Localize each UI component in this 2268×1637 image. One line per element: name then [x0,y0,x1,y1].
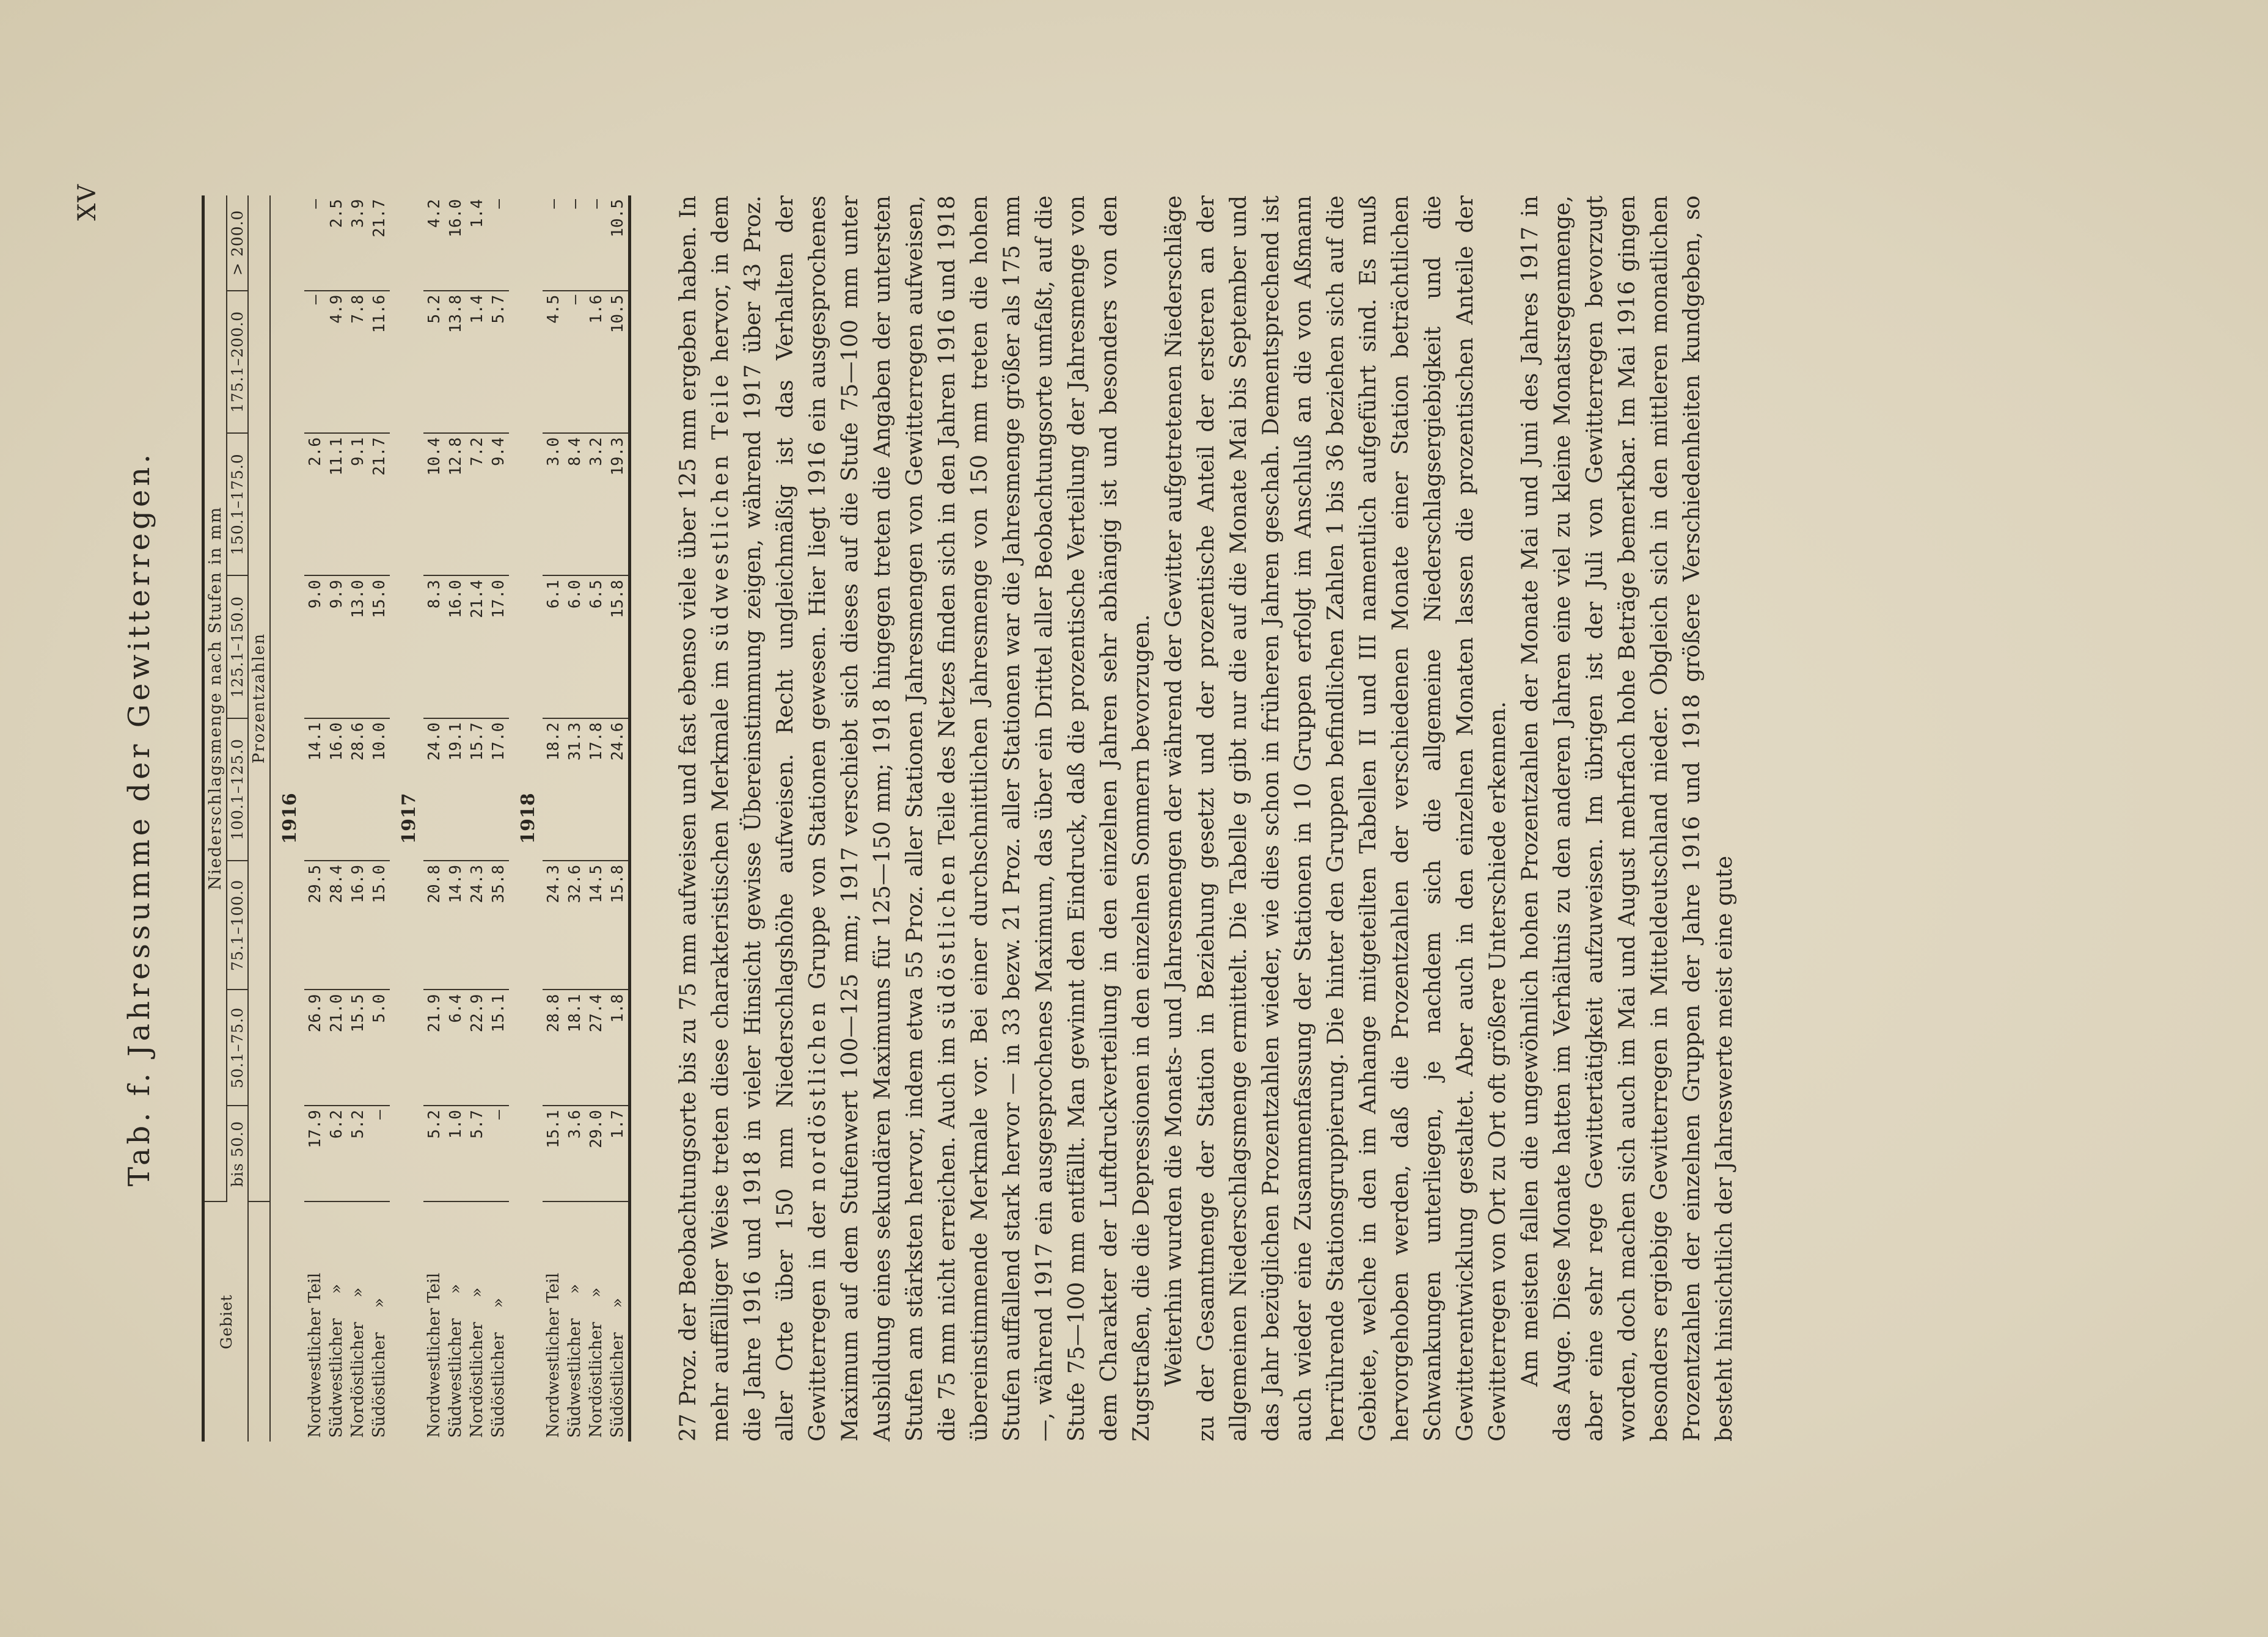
value-cell: 11.6 [368,291,390,433]
value-cell: 21.4 [466,575,488,718]
paragraph: Weiterhin wurden die Monats- und Jahresmengen der während der Gewitter aufgetretenen Niederschläge zu der Gesamtmenge der Station in Beziehung gesetzt und der prozentische Anteil der ersteren an der allgemeinen Niederschlagsmenge ermittelt. Die Tabelle g gibt nur die auf die Monate Mai bis September und das Jahr bezüglichen Prozentzahlen wieder, wie dies schon in früheren Jahren geschah. Dementsprechend ist auch wieder eine Zusammenfassung der Stationen in 10 Gruppen erfolgt im Anschluß an die von Aßmann herrührende Stationsgruppierung. Die hinter den Gruppen befindlichen Zahlen 1 bis 36 beziehen sich auf die Gebiete, welche in den im Anhange mitgeteilten Tabellen II und III namentlich aufgeführt sind. Es muß hervorgehoben werden, daß die Prozentzahlen der verschiedenen Monate einer Station beträchtlichen Schwankungen unterliegen, je nachdem sich die allgemeine Niederschlagsergiebigkeit und die Gewitterentwicklung gestaltet. Aber auch in den einzelnen Monaten lassen die prozentischen Anteile der Gewitterregen von Ort zu Ort oft größere Unterschiede erkennen. [1161,195,1510,1442]
text-run: Gruppe von Stationen gewesen. Hier liegt 1916 ein ausgesprochenes Maximum auf dem Stufenwert 100—125 mm; 1917 verschiebt sich dieses auf die Stufe 75—100 mm unter Ausbildung eines sekundären Maximums für 125—150 mm; 1918 hingegen treten die Angaben der untersten Stufen am stärksten hervor, indem etwa 55 Proz. aller Stationen Jahresmengen von Gewitterregen aufweisen, die 75 mm nicht erreichen. Auch im [805,195,960,1442]
region-name: Nordöstlicher [587,1322,605,1438]
region-column-header: Gebiet [203,1201,249,1442]
value-cell: 16.0 [445,195,466,291]
region-cell [368,1201,390,1442]
value-cell: 8.4 [564,433,585,575]
table-row [368,195,390,1442]
column-header: bis 50.0 [227,1106,248,1201]
value-cell: 18.2 [543,718,564,861]
ditto-mark: » [446,1283,465,1294]
value-cell: 28.4 [326,861,347,990]
value-cell: 4.2 [423,195,445,291]
column-header: 50.1–75.0 [227,990,248,1106]
body-text [672,195,1741,1442]
value-cell: 16.0 [445,575,466,718]
ditto-mark: » [370,1297,389,1308]
value-cell: 5.7 [488,291,509,433]
region-name: Südwestlicher [565,1318,584,1438]
value-cell: 6.1 [543,575,564,718]
value-cell: 12.8 [445,433,466,575]
ditto-mark: » [608,1297,627,1308]
value-cell: 11.1 [326,433,347,575]
ditto-mark: » [327,1283,346,1294]
value-cell: 10.0 [368,718,390,861]
column-header: 175.1–200.0 [227,291,248,433]
value-cell: 10.4 [423,433,445,575]
region-cell [347,1201,368,1442]
region-cell [423,1201,445,1442]
region-cell [607,1201,630,1442]
value-cell: 15.0 [368,861,390,990]
region-name: Nordwestlicher Teil [544,1272,563,1438]
column-header: 125.1–150.0 [227,575,248,718]
table-row [488,195,509,1442]
paragraph: Am meisten fallen die ungewöhnlich hohen Prozentzahlen der Monate Mai und Juni des Jahres 1917 in das Auge. Diese Monate hatten im Verhältnis zu den anderen Jahren eine viel zu kleine Monatsregenmenge, aber eine sehr rege Gewittertätigkeit aufzuweisen. Im übrigen ist der Juli von Gewitterregen bevorzugt worden, doch machen sich auch im Mai und August mehrfach hohe Beträge bemerkbar. Im Mai 1916 gingen besonders ergiebige Gewitterregen in Mitteldeutschland nieder. Obgleich sich in den mittleren monatlichen Prozentzahlen der einzelnen Gruppen der Jahre 1916 und 1918 größere Verschiedenheiten kundgeben, so besteht hinsichtlich der Jahreswerte meist eine gute [1518,195,1737,1442]
value-cell: 9.0 [304,575,326,718]
value-cell: 14.1 [304,718,326,861]
table-body [270,195,630,1442]
value-cell: 21.9 [423,990,445,1106]
emphasis-text: südwestlichen Teile [708,371,733,652]
column-header: 150.1–175.0 [227,433,248,575]
table-row [466,195,488,1442]
value-cell: 14.9 [445,861,466,990]
value-cell: 17.0 [488,718,509,861]
value-cell: 4.9 [326,291,347,433]
value-cell: 17.8 [585,718,607,861]
value-cell: 7.8 [347,291,368,433]
value-cell: 21.0 [326,990,347,1106]
value-cell: 21.7 [368,195,390,291]
value-cell: 22.9 [466,990,488,1106]
value-cell: 5.0 [368,990,390,1106]
value-cell: 29.5 [304,861,326,990]
region-name: Südöstlicher [489,1332,508,1438]
table-row [423,195,445,1442]
value-cell: 5.2 [347,1106,368,1201]
value-cell: 15.7 [466,718,488,861]
paragraph [672,195,1158,1442]
value-cell: 29.0 [585,1106,607,1201]
value-cell: 32.6 [564,861,585,990]
region-cell [543,1201,564,1442]
value-cell: 6.2 [326,1106,347,1201]
value-cell: 4.5 [543,291,564,433]
value-cell: 24.6 [607,718,630,861]
year-label: 1916 [270,195,304,1442]
value-cell: 15.8 [607,861,630,990]
value-cell: 20.8 [423,861,445,990]
value-cell: — [543,195,564,291]
table-row [445,195,466,1442]
value-cell: 15.8 [607,575,630,718]
value-cell: 27.4 [585,990,607,1106]
value-cell: 15.0 [368,575,390,718]
value-cell: — [564,291,585,433]
ditto-mark: » [348,1287,367,1298]
value-cell: 17.0 [488,575,509,718]
value-cell: 10.5 [607,291,630,433]
table-row [543,195,564,1442]
ditto-mark: » [565,1283,584,1294]
value-cell: 1.6 [585,291,607,433]
table-row [304,195,326,1442]
value-cell: — [304,291,326,433]
value-cell: 9.1 [347,433,368,575]
text-run: Teile des Netzes finden sich in den Jahren 1916 und 1918 übereinstimmende Merkmale vor. Bei einer durchschnittlichen Jahresmenge von 150 mm treten die hohen Stufen auffallend stark hervor — in 33 bezw. 21 Proz. aller Stationen war die Jahresmenge größer als 175 mm —, während 1917 ein ausgesprochenes Maximum, das über ein Drittel aller Beobachtungsorte umfaßt, auf die Stufe 75—100 mm entfällt. Man gewinnt den Eindruck, daß die prozentische Verteilung der Jahresmenge von dem Charakter der Luftdruckverteilung in den einzelnen Jahren sehr abhängig ist und besonders von den Zugstraßen, die die Depressionen in den einzelnen Sommern bevorzugen. [935,195,1154,1442]
value-cell: 15.5 [347,990,368,1106]
value-cell: 3.2 [585,433,607,575]
region-name: Südwestlicher [327,1318,346,1438]
value-cell: 5.2 [423,1106,445,1201]
region-cell [585,1201,607,1442]
value-cell: 18.1 [564,990,585,1106]
value-cell: 1.4 [466,291,488,433]
region-name: Südwestlicher [446,1318,465,1438]
year-label: 1917 [398,793,420,844]
value-cell: 19.3 [607,433,630,575]
value-cell: 28.8 [543,990,564,1106]
value-cell: 6.0 [564,575,585,718]
value-cell: 9.9 [326,575,347,718]
ditto-mark: » [587,1287,605,1298]
value-cell: 2.6 [304,433,326,575]
value-cell: 19.1 [445,718,466,861]
column-header: 100.1–125.0 [227,718,248,861]
value-cell: — [564,195,585,291]
value-cell: — [304,195,326,291]
region-name: Nordwestlicher Teil [305,1272,324,1438]
column-header: 75.1–100.0 [227,861,248,990]
value-cell: 13.0 [347,575,368,718]
value-cell: 13.8 [445,291,466,433]
value-cell: 26.9 [304,990,326,1106]
table-row [585,195,607,1442]
value-cell: 24.3 [543,861,564,990]
table-row [607,195,630,1442]
region-name: Südöstlicher [370,1332,389,1438]
value-cell: 1.7 [607,1106,630,1201]
value-cell: 10.5 [607,195,630,291]
year-row [509,195,543,1442]
region-name: Nordöstlicher [348,1322,367,1438]
region-cell [564,1201,585,1442]
ditto-mark: » [467,1287,486,1298]
value-cell: — [488,1106,509,1201]
group-header: Niederschlagsmenge nach Stufen in mm [203,195,227,1201]
ditto-mark: » [489,1297,508,1308]
table-row [347,195,368,1442]
region-cell [466,1201,488,1442]
table-title: Tab. f. Jahressumme der Gewitterregen. [122,450,156,1187]
percent-subheader: Prozentzahlen [248,195,270,1201]
value-cell: 28.6 [347,718,368,861]
value-cell: 2.5 [326,195,347,291]
region-cell [304,1201,326,1442]
year-row [390,195,423,1442]
value-cell: 9.4 [488,433,509,575]
value-cell: 17.9 [304,1106,326,1201]
value-cell: 31.3 [564,718,585,861]
value-cell: 21.7 [368,433,390,575]
value-cell: 35.8 [488,861,509,990]
value-cell: 5.2 [423,291,445,433]
value-cell: 5.7 [466,1106,488,1201]
region-cell [488,1201,509,1442]
page-number: XV [73,183,101,221]
column-header: > 200.0 [227,195,248,291]
value-cell: 1.0 [445,1106,466,1201]
region-cell [445,1201,466,1442]
table-row [564,195,585,1442]
value-cell: 24.0 [423,718,445,861]
precipitation-table [202,195,631,1442]
value-cell: 24.3 [466,861,488,990]
value-cell: 6.5 [585,575,607,718]
value-cell: 16.0 [326,718,347,861]
region-cell [326,1201,347,1442]
text-run: 27 Proz. der Beobachtungsorte bis zu 75 mm aufweisen und fast ebenso viele über 125 mm ergeben haben. In mehr auffälliger Weise treten diese charakteristischen Merkmale im [676,195,733,1442]
region-name: Nordöstlicher [467,1322,486,1438]
value-cell: 1.4 [466,195,488,291]
table-row [326,195,347,1442]
value-cell: 3.6 [564,1106,585,1201]
value-cell: 3.9 [347,195,368,291]
value-cell: 1.8 [607,990,630,1106]
value-cell: 3.0 [543,433,564,575]
value-cell: 15.1 [488,990,509,1106]
value-cell: 8.3 [423,575,445,718]
value-cell: 6.4 [445,990,466,1106]
value-cell: 15.1 [543,1106,564,1201]
value-cell: 7.2 [466,433,488,575]
value-cell: — [585,195,607,291]
emphasis-text: südöstlichen [935,852,960,1030]
text-run: hervor, in dem die Jahre 1916 und 1918 in vieler Hinsicht gewisse Übereinstimmung zeigen, während 1917 über 43 Proz. aller Orte über 150 mm Niederschlagshöhe aufweisen. Recht ungleichmäßig ist das Verhalten der Gewitterregen in der [708,195,830,1442]
year-label: 1918 [518,793,539,844]
value-cell: — [368,1106,390,1201]
value-cell: 16.9 [347,861,368,990]
year-row [270,195,304,1442]
emphasis-text: nordöstlichen [805,999,830,1192]
region-name: Nordwestlicher Teil [425,1272,444,1438]
value-cell: 14.5 [585,861,607,990]
value-cell: — [488,195,509,291]
region-name: Südöstlicher [608,1332,627,1438]
